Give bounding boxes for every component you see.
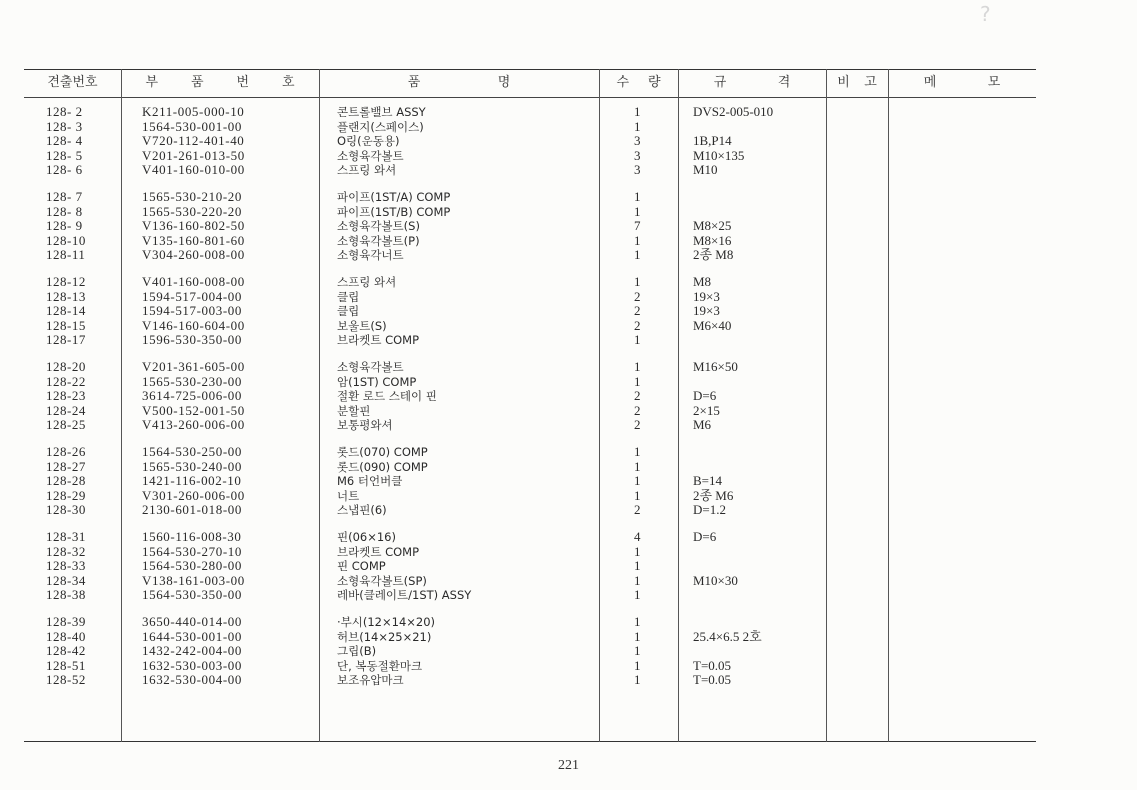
part-name: 소형육각볼트(S): [337, 219, 420, 233]
part-name: 절환 로드 스테이 핀: [337, 389, 437, 403]
part-name: 소형육각볼트: [337, 148, 404, 163]
part-name: 허브(14×25×21): [337, 629, 432, 644]
header-spec-char: 규: [713, 75, 727, 90]
part-number: V201-261-013-50: [142, 147, 245, 163]
part-number: 1596-530-350-00: [142, 332, 242, 347]
row-number: 128-38: [46, 587, 86, 602]
row-number: 128- 4: [46, 133, 83, 148]
quantity: 2: [634, 388, 641, 403]
header-memo: [888, 69, 1036, 97]
specification: T=0.05: [693, 672, 732, 687]
part-number: V401-160-010-00: [142, 162, 245, 177]
row-number: 128-30: [46, 502, 86, 517]
quantity: 1: [634, 373, 641, 389]
specification: M8×16: [693, 232, 732, 248]
part-name: 콘트롤밸브 ASSY: [337, 105, 426, 119]
row-number: 128-25: [46, 417, 86, 432]
part-number: V720-112-401-40: [142, 133, 245, 148]
header-no: [24, 69, 121, 97]
part-number: 1565-530-240-00: [142, 458, 242, 474]
specification: 2종 M6: [693, 487, 734, 503]
header-qty-char: 수: [616, 75, 630, 90]
specification: 25.4×6.5 2호: [693, 628, 762, 644]
quantity: 1: [634, 203, 641, 219]
part-name: 핀(06×16): [337, 530, 396, 544]
quantity: 1: [634, 473, 641, 488]
row-number: 128- 3: [46, 118, 83, 134]
header-rule: [24, 97, 1036, 98]
specification: M6: [693, 417, 712, 432]
part-name: 보조유압마크: [337, 673, 404, 687]
part-number: 1564-530-270-10: [142, 543, 242, 559]
quantity: 1: [634, 444, 641, 459]
part-number: V301-260-006-00: [142, 487, 245, 503]
row-number: 128- 6: [46, 162, 83, 177]
table-row: [24, 673, 1036, 687]
table-row: [24, 290, 1036, 304]
part-number: V401-160-008-00: [142, 274, 245, 289]
table-row: [24, 149, 1036, 163]
row-number: 128-24: [46, 402, 86, 418]
specification: D=1.2: [693, 502, 726, 517]
header-qty: [599, 69, 678, 97]
part-number: 1432-242-004-00: [142, 643, 242, 658]
part-name: M6 터언버클: [337, 474, 403, 488]
quantity: 2: [634, 288, 641, 304]
row-number: 128-34: [46, 572, 86, 588]
part-name: 보통평와셔: [337, 418, 393, 432]
header-spec: [678, 69, 826, 97]
quantity: 1: [634, 458, 641, 474]
part-name: 롯드(090) COMP: [337, 459, 428, 474]
table-row: [24, 615, 1036, 629]
part-number: V500-152-001-50: [142, 402, 245, 418]
quantity: 1: [634, 558, 641, 573]
specification: 19×3: [693, 303, 720, 318]
part-name: 파이프(1ST/B) COMP: [337, 204, 451, 219]
part-number: 2130-601-018-00: [142, 502, 242, 517]
specification: 2×15: [693, 402, 720, 418]
table-row: [24, 304, 1036, 318]
corner-mark: ?: [980, 2, 991, 26]
quantity: 1: [634, 232, 641, 248]
specification: D=6: [693, 388, 717, 403]
specification: M16×50: [693, 359, 738, 374]
quantity: 1: [634, 332, 641, 347]
row-number: 128-22: [46, 373, 86, 389]
header-name-char: 품: [407, 75, 421, 90]
quantity: 1: [634, 274, 641, 289]
header-spec-char: 격: [777, 75, 791, 90]
part-number: V413-260-006-00: [142, 417, 245, 432]
header-no-label: 견출번호: [47, 75, 98, 90]
header-qty-char: 량: [647, 75, 661, 90]
specification: M10×30: [693, 572, 738, 588]
part-number: V201-361-605-00: [142, 359, 245, 374]
table-row: [24, 360, 1036, 374]
quantity: 7: [634, 218, 641, 233]
part-number: V146-160-604-00: [142, 317, 245, 333]
row-number: 128-27: [46, 458, 86, 474]
page-number: 221: [558, 758, 579, 773]
table-row: [24, 588, 1036, 602]
table-row: [24, 559, 1036, 573]
quantity: 2: [634, 502, 641, 517]
quantity: 1: [634, 572, 641, 588]
row-number: 128-20: [46, 359, 86, 374]
part-number: 1632-530-003-00: [142, 657, 242, 673]
table-row: [24, 489, 1036, 503]
row-number: 128-31: [46, 529, 86, 544]
specification: M8: [693, 274, 712, 289]
row-number: 128-13: [46, 288, 86, 304]
quantity: 1: [634, 104, 641, 119]
header-name: [319, 69, 599, 97]
part-name: 소형육각볼트(SP): [337, 573, 427, 588]
table-row: [24, 275, 1036, 289]
part-number: V304-260-008-00: [142, 247, 245, 262]
row-number: 128-51: [46, 657, 86, 673]
table-row: [24, 460, 1036, 474]
table-row: [24, 630, 1036, 644]
header-remark-char: 고: [864, 75, 877, 90]
part-name: 레바(클레이트/1ST) ASSY: [337, 588, 472, 602]
part-number: V136-160-802-50: [142, 218, 245, 233]
part-number: 1564-530-250-00: [142, 444, 242, 459]
table-row: [24, 190, 1036, 204]
row-number: 128-17: [46, 332, 86, 347]
header-part-no-char: 호: [281, 75, 295, 90]
part-number: 1564-530-350-00: [142, 587, 242, 602]
part-name: 스프링 와셔: [337, 163, 397, 177]
table-row: [24, 404, 1036, 418]
table-row: [24, 134, 1036, 148]
quantity: 3: [634, 147, 641, 163]
part-number: 1594-517-004-00: [142, 288, 242, 304]
part-number: 1564-530-280-00: [142, 558, 242, 573]
table-row: [24, 120, 1036, 134]
row-number: 128-32: [46, 543, 86, 559]
table-row: [24, 659, 1036, 673]
quantity: 3: [634, 162, 641, 177]
table-bottom-rule: [24, 741, 1036, 742]
part-name: 클립: [337, 289, 360, 304]
header-name-char: 명: [497, 75, 511, 90]
row-number: 128- 9: [46, 218, 83, 233]
header-part-no-char: 부: [145, 75, 159, 90]
specification: B=14: [693, 473, 723, 488]
part-name: 보울트(S): [337, 318, 387, 333]
part-name: 플랜지(스페이스): [337, 119, 424, 134]
table-row: [24, 319, 1036, 333]
row-number: 128-40: [46, 628, 86, 644]
table-row: [24, 163, 1036, 177]
part-name: 클립: [337, 304, 360, 318]
quantity: 1: [634, 487, 641, 503]
quantity: 1: [634, 247, 641, 262]
part-name: ·부시(12×14×20): [337, 615, 436, 629]
header-part-no-char: 품: [190, 75, 204, 90]
part-name: 스프링 와셔: [337, 275, 397, 289]
quantity: 1: [634, 587, 641, 602]
table-row: [24, 530, 1036, 544]
row-number: 128-42: [46, 643, 86, 658]
part-name: 암(1ST) COMP: [337, 374, 417, 389]
specification: 19×3: [693, 288, 720, 304]
quantity: 1: [634, 628, 641, 644]
table-row: [24, 474, 1036, 488]
part-number: V138-161-003-00: [142, 572, 245, 588]
part-number: 1632-530-004-00: [142, 672, 242, 687]
part-number: 1564-530-001-00: [142, 118, 242, 134]
table-row: [24, 644, 1036, 658]
quantity: 1: [634, 118, 641, 134]
row-number: 128-14: [46, 303, 86, 318]
row-number: 128-33: [46, 558, 86, 573]
part-number: 1421-116-002-10: [142, 473, 242, 488]
row-number: 128-12: [46, 274, 86, 289]
row-number: 128- 5: [46, 147, 83, 163]
part-name: 분할핀: [337, 403, 371, 418]
quantity: 2: [634, 317, 641, 333]
part-name: 소형육각볼트: [337, 360, 404, 374]
part-name: 브라켓트 COMP: [337, 544, 420, 559]
header-remark: [826, 69, 888, 97]
quantity: 1: [634, 643, 641, 658]
header-part-no-char: 번: [236, 75, 250, 90]
part-number: 1560-116-008-30: [142, 529, 242, 544]
part-number: 1644-530-001-00: [142, 628, 242, 644]
part-name: 소형육각볼트(P): [337, 233, 420, 248]
specification: M6×40: [693, 317, 732, 333]
table-row: [24, 219, 1036, 233]
part-number: V135-160-801-60: [142, 232, 245, 248]
header-remark-char: 비: [837, 75, 850, 90]
quantity: 1: [634, 657, 641, 673]
table-row: [24, 389, 1036, 403]
quantity: 1: [634, 672, 641, 687]
quantity: 1: [634, 614, 641, 629]
specification: M10×135: [693, 147, 745, 163]
specification: T=0.05: [693, 657, 732, 673]
part-number: 1565-530-210-20: [142, 189, 242, 204]
row-number: 128-15: [46, 317, 86, 333]
table-row: [24, 418, 1036, 432]
header-memo-char: 메: [923, 75, 937, 90]
part-name: 롯드(070) COMP: [337, 445, 428, 459]
table-row: [24, 503, 1036, 517]
row-number: 128-52: [46, 672, 86, 687]
specification: D=6: [693, 529, 717, 544]
parts-table: [24, 69, 1036, 743]
row-number: 128-28: [46, 473, 86, 488]
table-row: [24, 234, 1036, 248]
part-name: 핀 COMP: [337, 559, 386, 573]
specification: M8×25: [693, 218, 732, 233]
part-number: K211-005-000-10: [142, 104, 245, 119]
table-row: [24, 205, 1036, 219]
specification: 1B,P14: [693, 133, 732, 148]
table-row: [24, 333, 1036, 347]
row-number: 128-10: [46, 232, 86, 248]
row-number: 128-29: [46, 487, 86, 503]
quantity: 1: [634, 359, 641, 374]
table-row: [24, 545, 1036, 559]
part-name: 브라켓트 COMP: [337, 333, 420, 347]
quantity: 1: [634, 543, 641, 559]
row-number: 128-39: [46, 614, 86, 629]
part-name: O링(운동용): [337, 134, 400, 148]
part-name: 소형육각너트: [337, 248, 404, 262]
quantity: 2: [634, 303, 641, 318]
row-number: 128- 8: [46, 203, 83, 219]
table-row: [24, 375, 1036, 389]
quantity: 2: [634, 402, 641, 418]
part-number: 3650-440-014-00: [142, 614, 242, 629]
part-name: 그립(B): [337, 644, 377, 658]
row-number: 128-23: [46, 388, 86, 403]
specification: 2종 M8: [693, 247, 734, 262]
row-number: 128-26: [46, 444, 86, 459]
part-name: 스냅핀(6): [337, 503, 387, 517]
part-number: 1565-530-230-00: [142, 373, 242, 389]
part-name: 파이프(1ST/A) COMP: [337, 190, 451, 204]
quantity: 3: [634, 133, 641, 148]
quantity: 2: [634, 417, 641, 432]
quantity: 4: [634, 529, 641, 544]
part-name: 너트: [337, 488, 360, 503]
part-number: 1594-517-003-00: [142, 303, 242, 318]
specification: M10: [693, 162, 718, 177]
row-number: 128- 2: [46, 104, 83, 119]
row-number: 128- 7: [46, 189, 83, 204]
quantity: 1: [634, 189, 641, 204]
table-row: [24, 445, 1036, 459]
table-row: [24, 574, 1036, 588]
part-number: 3614-725-006-00: [142, 388, 242, 403]
specification: DVS2-005-010: [693, 104, 774, 119]
table-row: [24, 248, 1036, 262]
row-number: 128-11: [46, 247, 86, 262]
header-memo-char: 모: [987, 75, 1001, 90]
part-name: 단, 복동절환마크: [337, 658, 423, 673]
table-row: [24, 105, 1036, 119]
part-number: 1565-530-220-20: [142, 203, 242, 219]
header-part-no: [121, 69, 319, 97]
